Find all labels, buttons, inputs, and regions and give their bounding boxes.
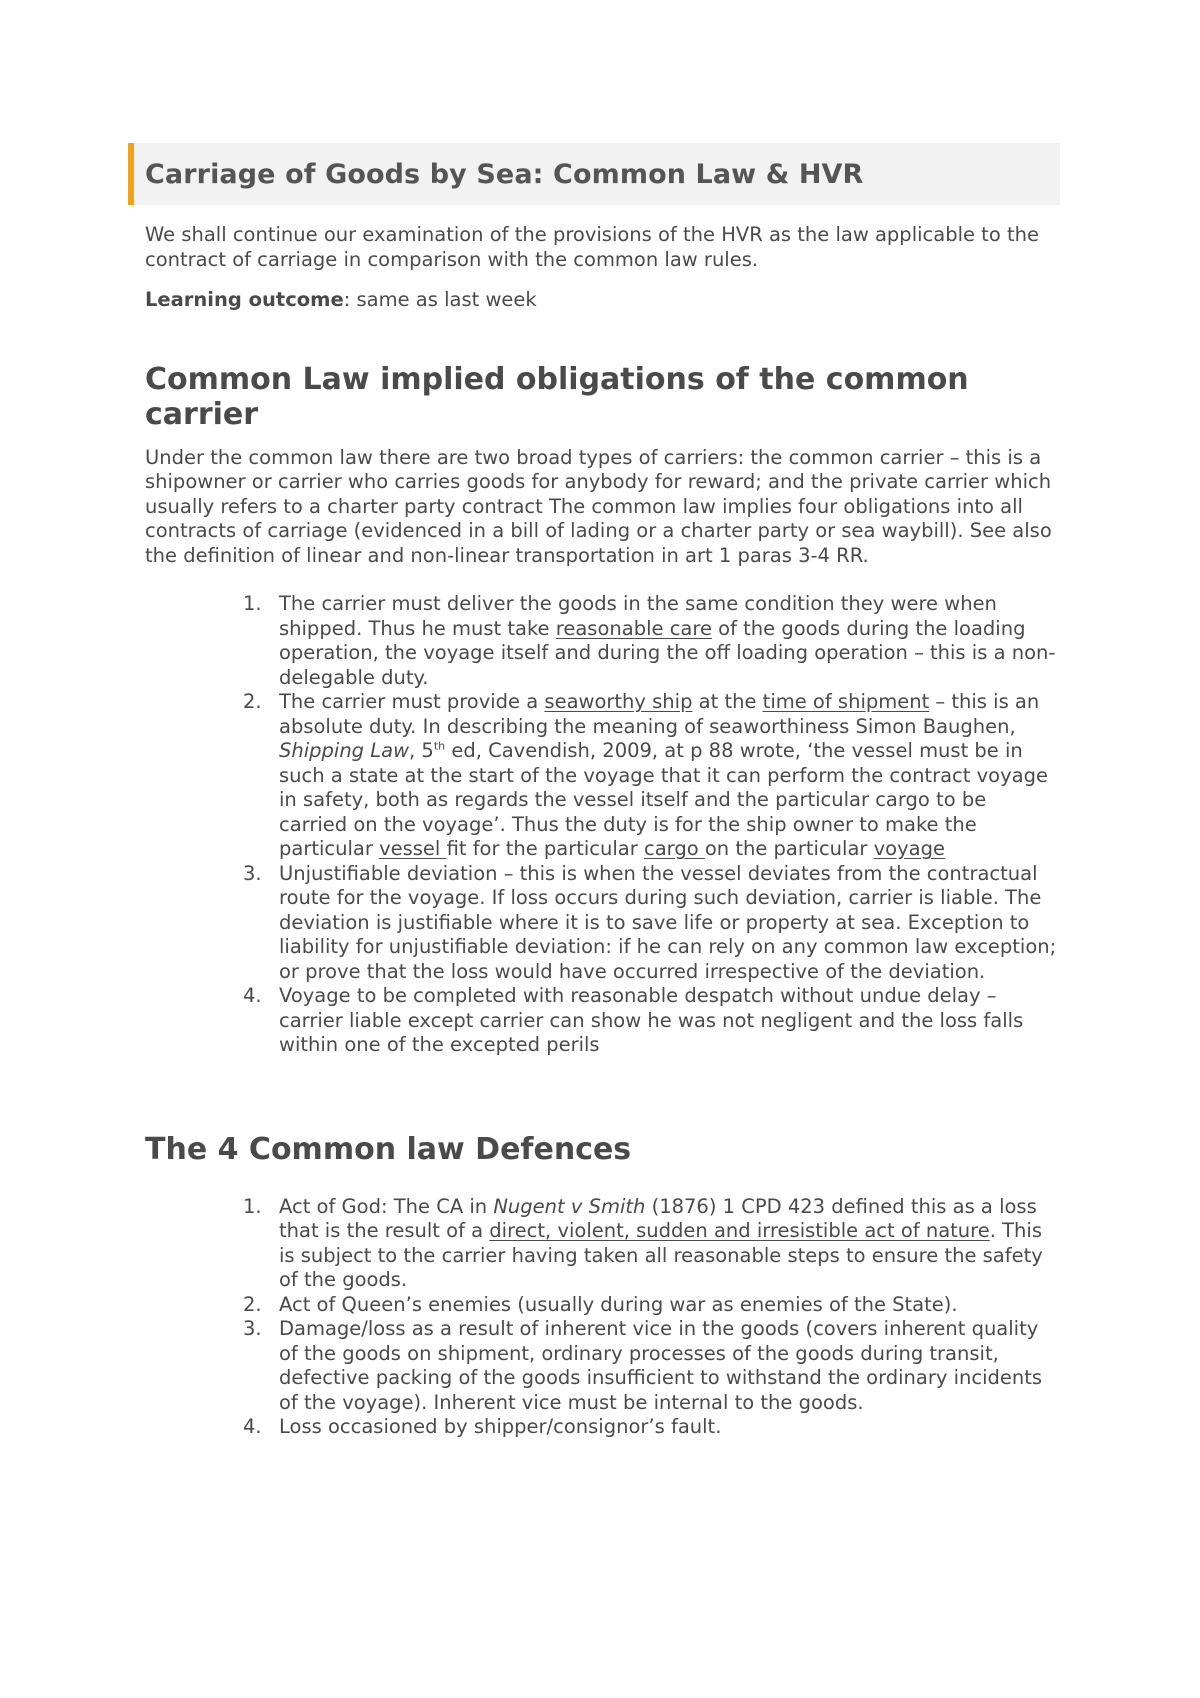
case-name: Nugent v Smith — [493, 1194, 646, 1218]
list-number: 4. — [243, 1415, 262, 1438]
underlined-term: cargo — [643, 837, 705, 860]
list-number: 3. — [243, 1317, 262, 1340]
list-item-text: Damage/loss as a result of inherent vice in the goods (covers inherent quality of the goods on shipment, ordinary processes of the goods during transit, defective packing of the goods insufficient to withstand the ordinary incidents of the voyage). Inherent vice must be internal to the goods. — [279, 1317, 1043, 1414]
list-number: 2. — [243, 690, 262, 713]
list-item — [145, 592, 1060, 690]
list-number: 1. — [243, 1194, 262, 1218]
list-item-text: Act of Queen’s enemies (usually during war as enemies of the State). — [279, 1292, 958, 1316]
list-item-text: – this is an absolute duty. In describing the meaning of seaworthiness Simon Baughen, — [279, 690, 1040, 738]
carriers-paragraph: Under the common law there are two broad types of carriers: the common carrier – this is a shipowner or carrier who carries goods for anybody for reward; and the private carrier which usually refers to a charter party contract The common law implies four obligations into all contracts of carriage (evidenced in a bill of lading or a charter party or sea waybill). See also the definition of linear and non-linear transportation in art 1 paras 3-4 RR. — [145, 445, 1052, 567]
underlined-term: seaworthy ship — [544, 690, 693, 713]
list-item-text: on the particular — [704, 837, 874, 860]
underlined-term: direct, violent, sudden and irresistible act of nature — [489, 1219, 990, 1242]
list-item-text: Loss occasioned by shipper/consignor’s fault. — [279, 1415, 722, 1438]
list-item-text: fit for the particular — [446, 837, 644, 860]
list-item-text: , 5 — [409, 739, 434, 762]
list-item-text: The carrier must deliver the goods in the same condition they were when shipped. Thus he must take — [279, 592, 997, 640]
list-item — [145, 1195, 1060, 1293]
list-item-text: Act of God: The CA in — [279, 1194, 494, 1218]
list-item — [145, 862, 1060, 985]
list-item-text: The carrier must provide a — [279, 690, 545, 713]
defences-list — [145, 1195, 1060, 1440]
learning-outcome-text: : same as last week — [343, 288, 537, 311]
list-item — [145, 1415, 1060, 1440]
edition-superscript: th — [433, 739, 446, 753]
section-heading-defences: The 4 Common law Defences — [145, 1131, 632, 1167]
list-item-text: Unjustifiable deviation – this is when the vessel deviates from the contractual route for the voyage. If loss occurs during such deviation, carrier is liable. The deviation is justifiable where it is to save life or property at sea. Exception to liability for unjustifiable deviation: if he can rely on any common law exception; or prove that the loss would have occurred irrespective of the deviation. — [279, 861, 1057, 983]
title-banner — [128, 143, 1060, 205]
list-item-text: of the goods during the loading operation, the voyage itself and during the off loading operation – this is a non-delegable duty. — [279, 616, 1056, 689]
list-number: 2. — [243, 1292, 262, 1316]
section-heading-obligations: Common Law implied obligations of the common carrier — [145, 361, 969, 432]
underlined-term: reasonable care — [555, 616, 712, 640]
learning-outcome-label: Learning outcome — [145, 288, 344, 311]
intro-paragraph: We shall continue our examination of the provisions of the HVR as the law applicable to the contract of carriage in comparison with the common law rules. — [145, 223, 1039, 271]
list-item-text: . This is subject to the carrier having taken all reasonable steps to ensure the safety of the goods. — [279, 1219, 1043, 1291]
underlined-term: time of shipment — [762, 690, 930, 713]
list-number: 3. — [243, 861, 262, 885]
list-item — [145, 1317, 1060, 1415]
list-item-text: ed, Cavendish, 2009, at p 88 wrote, ‘the vessel must be in such a state at the start of the voyage that it can perform the contract voyage in safety, both as regards the vessel itself and the particular cargo to be carried on the voyage’. Thus the duty is for the ship owner to make the particular — [279, 739, 1048, 860]
underlined-term: voyage — [873, 837, 945, 860]
list-item-text: (1876) 1 CPD 423 defined this as a loss that is the result of a — [279, 1194, 1037, 1242]
list-item — [145, 1293, 1060, 1318]
list-item-text: Voyage to be completed with reasonable despatch without undue delay – carrier liable except carrier can show he was not negligent and the loss falls within one of the excepted perils — [279, 984, 1024, 1056]
list-item-text: at the — [692, 690, 763, 713]
page-title: Carriage of Goods by Sea: Common Law & HVR — [145, 158, 864, 190]
book-title: Shipping Law — [279, 739, 410, 762]
obligations-list — [145, 592, 1060, 1058]
underlined-term: vessel — [379, 837, 447, 860]
list-item — [145, 984, 1060, 1058]
list-number: 1. — [243, 592, 262, 615]
document-content — [145, 143, 1060, 1440]
list-item — [145, 690, 1060, 862]
list-number: 4. — [243, 984, 262, 1007]
learning-outcome — [145, 288, 1060, 313]
